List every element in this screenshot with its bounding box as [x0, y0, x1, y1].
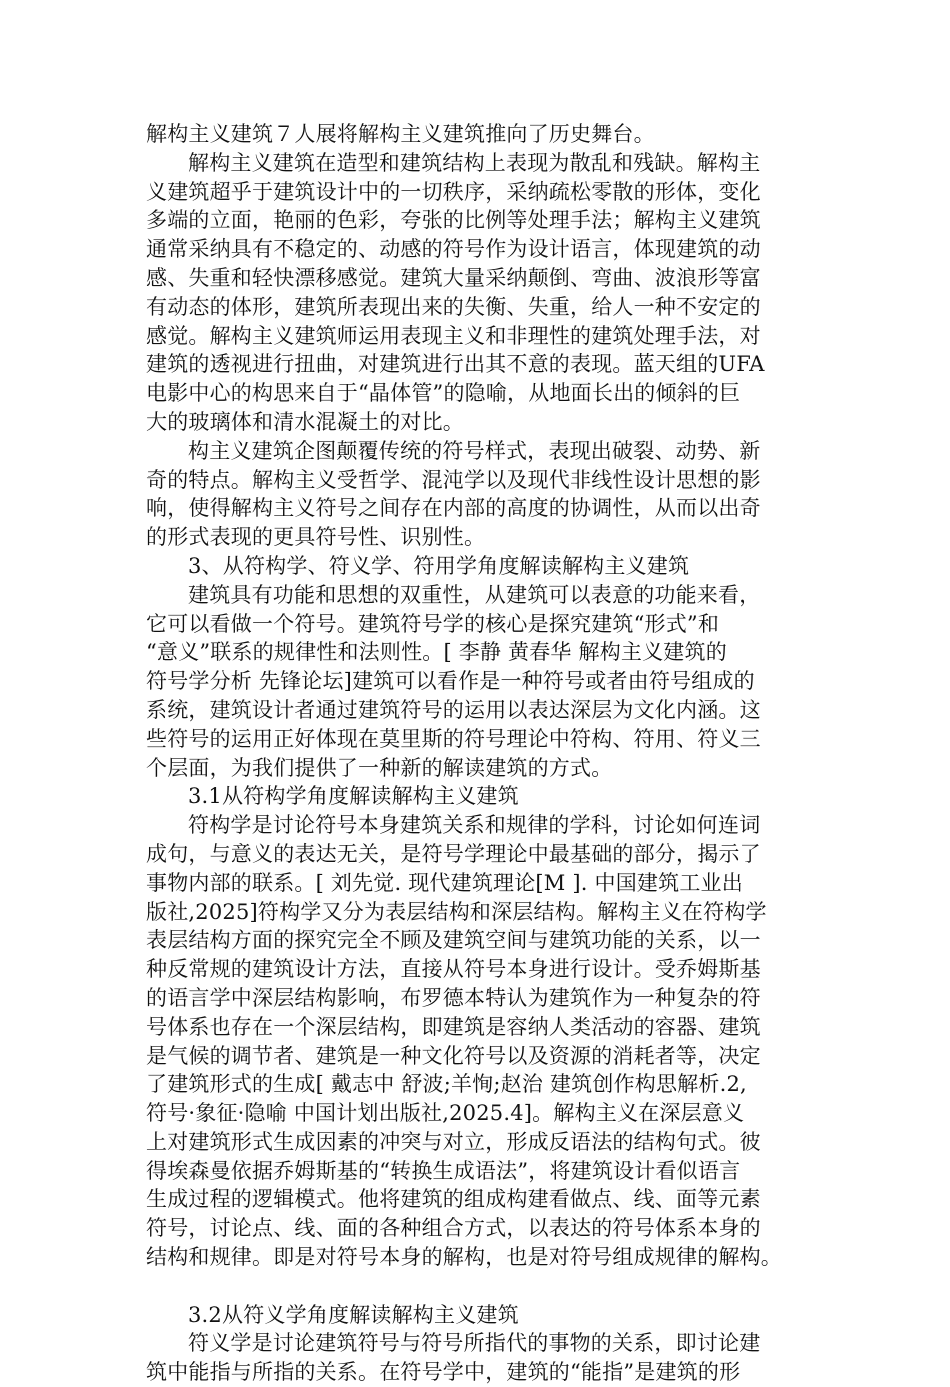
- text-line: 版社,2025]符构学又分为表层结构和深层结构。解构主义在符构学: [146, 899, 767, 924]
- subsection-heading: 3.2从符义学角度解读解构主义建筑: [188, 1302, 519, 1327]
- text-line: 表层结构方面的探究完全不顾及建筑空间与建筑功能的关系，以一: [146, 928, 761, 953]
- text-line: 通常采纳具有不稳定的、动感的符号作为设计语言，体现建筑的动: [146, 237, 761, 262]
- text-line: 义建筑超乎于建筑设计中的一切秩序，采纳疏松零散的形体，变化: [146, 179, 761, 204]
- text-line: 感、失重和轻快漂移感觉。建筑大量采纳颠倒、弯曲、波浪形等富: [146, 265, 761, 290]
- paragraph-gap: [146, 1272, 806, 1301]
- text-line: 它可以看做一个符号。建筑符号学的核心是探究建筑“形式”和: [146, 611, 720, 636]
- text-line: 符号，讨论点、线、面的各种组合方式，以表达的符号体系本身的: [146, 1216, 761, 1241]
- text-line: 符号学分析 先锋论坛]建筑可以看作是一种符号或者由符号组成的: [146, 669, 755, 694]
- subsection-heading: 3.1从符构学角度解读解构主义建筑: [188, 784, 519, 809]
- section-heading: 3、从符构学、符义学、符用学角度解读解构主义建筑: [188, 553, 690, 578]
- text-line: 构主义建筑企图颠覆传统的符号样式，表现出破裂、动势、新: [188, 438, 761, 463]
- text-line: 解构主义建筑７人展将解构主义建筑推向了历史舞台。: [146, 122, 655, 146]
- text-line: 筑中能指与所指的关系。在符号学中，建筑的“能指”是建筑的形: [146, 1360, 741, 1385]
- text-line: 上对建筑形式生成因素的冲突与对立，形成反语法的结构句式。彼: [146, 1129, 761, 1154]
- text-line: 的形式表现的更具符号性、识别性。: [146, 525, 486, 550]
- text-line: 的语言学中深层结构影响，布罗德本特认为建筑作为一种复杂的符: [146, 985, 761, 1010]
- text-line: 成句，与意义的表达无关，是符号学理论中最基础的部分，揭示了: [146, 841, 761, 866]
- text-line: 符号·象征·隐喻 中国计划出版社,2025.4]。解构主义在深层意义: [146, 1101, 745, 1126]
- text-line: 个层面，为我们提供了一种新的解读建筑的方式。: [146, 755, 613, 780]
- text-line: 建筑的透视进行扭曲，对建筑进行出其不意的表现。蓝天组的UFA: [146, 352, 765, 377]
- text-line: 系统，建筑设计者通过建筑符号的运用以表达深层为文化内涵。这: [146, 697, 761, 722]
- text-line: 电影中心的构思来自于“晶体管”的隐喻，从地面长出的倾斜的巨: [146, 381, 741, 406]
- text-line: 了建筑形式的生成[ 戴志中 舒波;羊恂;赵治 建筑创作构思解析.2,: [146, 1072, 747, 1097]
- text-line: 是气候的调节者、建筑是一种文化符号以及资源的消耗者等，决定: [146, 1043, 761, 1068]
- text-line: 响，使得解构主义符号之间存在内部的高度的协调性，从而以出奇: [146, 496, 761, 521]
- document-page: [146, 120, 806, 1387]
- text-line: 号体系也存在一个深层结构，即建筑是容纳人类活动的容器、建筑: [146, 1014, 761, 1039]
- text-line: 有动态的体形，建筑所表现出来的失衡、失重，给人一种不安定的: [146, 294, 761, 319]
- text-line: 建筑具有功能和思想的双重性，从建筑可以表意的功能来看，: [188, 582, 761, 607]
- text-line: 种反常规的建筑设计方法，直接从符号本身进行设计。受乔姆斯基: [146, 957, 761, 982]
- text-line: 奇的特点。解构主义受哲学、混沌学以及现代非线性设计思想的影: [146, 467, 761, 492]
- text-line: “意义”联系的规律性和法则性。[ 李静 黄春华 解构主义建筑的: [146, 640, 727, 665]
- text-line: 符义学是讨论建筑符号与符号所指代的事物的关系，即讨论建: [188, 1331, 761, 1356]
- text-line: 感觉。解构主义建筑师运用表现主义和非理性的建筑处理手法，对: [146, 323, 761, 348]
- text-line: 结构和规律。即是对符号本身的解构，也是对符号组成规律的解构。: [146, 1245, 782, 1270]
- text-line: 解构主义建筑在造型和建筑结构上表现为散乱和残缺。解构主: [188, 150, 761, 175]
- text-line: 符构学是讨论符号本身建筑关系和规律的学科，讨论如何连词: [188, 813, 761, 838]
- text-line: 大的玻璃体和清水混凝土的对比。: [146, 409, 464, 434]
- text-line: 多端的立面，艳丽的色彩，夸张的比例等处理手法；解构主义建筑: [146, 208, 761, 233]
- text-line: 事物内部的联系。[ 刘先觉. 现代建筑理论[M ]. 中国建筑工业出: [146, 870, 743, 895]
- text-line: 些符号的运用正好体现在莫里斯的符号理论中符构、符用、符义三: [146, 726, 761, 751]
- text-line: 得埃森曼依据乔姆斯基的“转换生成语法”，将建筑设计看似语言: [146, 1158, 741, 1183]
- text-line: 生成过程的逻辑模式。他将建筑的组成构建看做点、线、面等元素: [146, 1187, 761, 1212]
